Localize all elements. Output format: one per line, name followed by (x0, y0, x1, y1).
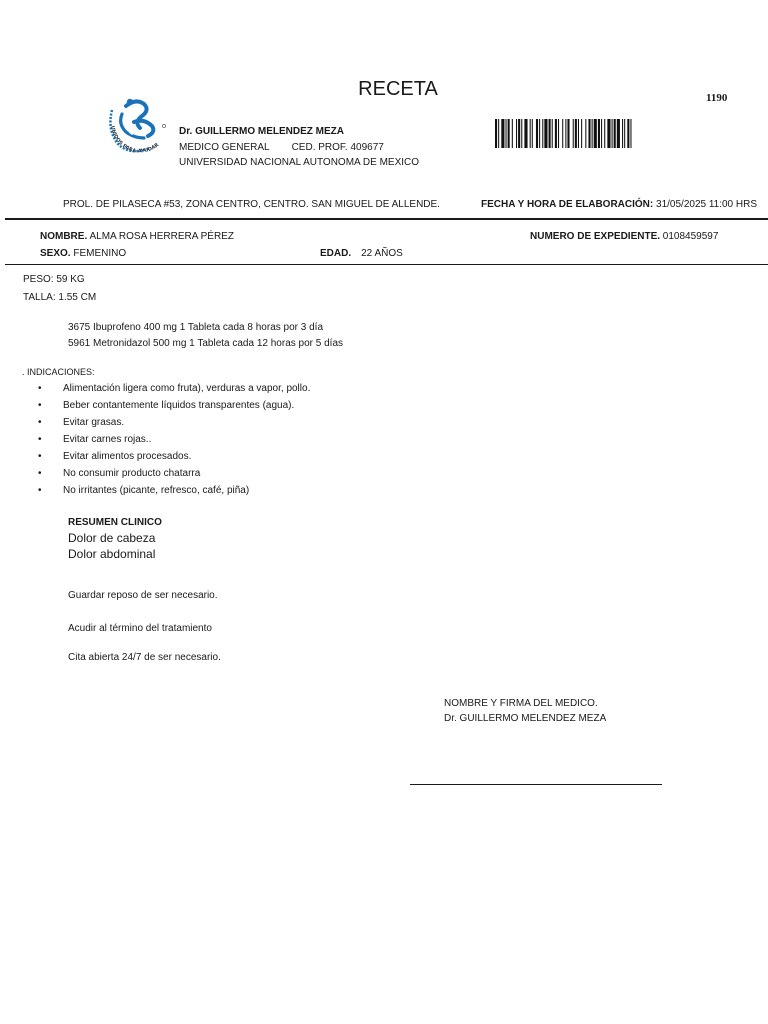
barcode-bar (549, 119, 551, 148)
barcode-bar (544, 119, 547, 148)
medication-item: 5961 Metronidazol 500 mg 1 Tableta cada 12 horas por 5 días (68, 338, 343, 349)
barcode-bar (495, 119, 497, 148)
clinical-summary-title: RESUMEN CLINICO (68, 517, 162, 528)
expediente-value: 0108459597 (660, 231, 719, 242)
logo-text: UNIDOS PARA AYUDAR (109, 125, 161, 155)
doctor-name: Dr. GUILLERMO MELENDEZ MEZA (179, 126, 344, 137)
patient-sex (40, 248, 126, 259)
barcode-bar (552, 119, 553, 148)
barcode-bar (506, 119, 507, 148)
bullet-icon: • (38, 451, 42, 462)
elaboration-date (481, 199, 757, 210)
barcode-bar (601, 119, 602, 148)
indication-text: Evitar alimentos procesados. (63, 451, 192, 462)
list-item (38, 383, 310, 400)
barcode-bar (532, 119, 533, 148)
list-item (38, 434, 310, 451)
barcode-bar (630, 119, 631, 148)
barcode-bar (627, 119, 629, 148)
signature-doctor-name: Dr. GUILLERMO MELENDEZ MEZA (444, 713, 607, 724)
barcode-bar (562, 119, 563, 148)
nombre-label: NOMBRE. (40, 231, 88, 242)
edad-value: 22 AÑOS (361, 248, 403, 259)
document-title: RECETA (358, 78, 438, 100)
doctor-specialty: MEDICO GENERAL (179, 142, 270, 153)
bullet-icon: • (38, 400, 42, 411)
clinic-address: PROL. DE PILASECA #53, ZONA CENTRO, CENTRO. SAN MIGUEL DE ALLENDE. (63, 199, 440, 210)
barcode-bar (508, 119, 510, 148)
barcode-bar (498, 119, 499, 148)
edad-label: EDAD. (320, 248, 352, 259)
bullet-icon: • (38, 417, 42, 428)
doctor-cedula: CED. PROF. 409677 (291, 142, 384, 153)
barcode-bar (594, 119, 597, 148)
indications-list (38, 383, 310, 502)
barcode-bar (614, 119, 616, 148)
indication-text: Beber contantemente líquidos transparentes (agua). (63, 400, 295, 411)
barcode-bar (565, 119, 566, 148)
indication-text: Evitar carnes rojas.. (63, 434, 152, 445)
barcode-bar (530, 119, 531, 148)
sexo-label: SEXO. (40, 248, 71, 259)
patient-weight: PESO: 59 KG (23, 274, 85, 285)
doctor-university: UNIVERSIDAD NACIONAL AUTONOMA DE MEXICO (179, 157, 420, 168)
barcode-bar (573, 119, 574, 148)
bullet-icon: • (38, 383, 42, 394)
barcode-bar (624, 119, 625, 148)
barcode-bar (578, 119, 579, 148)
barcode-bar (567, 119, 569, 148)
signature-line (410, 784, 662, 785)
list-item (38, 451, 310, 468)
folio-number: 1190 (706, 92, 728, 104)
barcode-bar (598, 119, 600, 148)
barcode-bar (592, 119, 593, 148)
barcode-bar (542, 119, 543, 148)
medication-item: 3675 Ibuprofeno 400 mg 1 Tableta cada 8 horas por 3 día (68, 322, 324, 333)
patient-record-number (530, 231, 718, 242)
barcode-bar (588, 119, 590, 148)
bullet-icon: • (38, 485, 42, 496)
barcode-bar (512, 119, 513, 148)
list-item (38, 485, 310, 502)
expediente-label: NUMERO DE EXPEDIENTE. (530, 231, 661, 242)
barcode-bar (617, 119, 620, 148)
instruction-note: Cita abierta 24/7 de ser necesario. (68, 652, 221, 663)
barcode-bar (585, 119, 586, 148)
indication-text: No consumir producto chatarra (63, 468, 201, 479)
barcode-bar (604, 119, 605, 148)
clinical-summary-line: Dolor de cabeza (68, 531, 156, 545)
fecha-label: FECHA Y HORA DE ELABORACIÓN: (481, 199, 654, 210)
header-divider (5, 218, 768, 220)
list-item (38, 468, 310, 485)
instruction-note: Acudir al término del tratamiento (68, 623, 212, 634)
barcode-bar (539, 119, 540, 148)
indication-text: No irritantes (picante, refresco, café, piña) (63, 485, 250, 496)
barcode-bar (612, 119, 613, 148)
barcode-bar (622, 119, 623, 148)
clinical-summary-line: Dolor abdominal (68, 547, 156, 561)
patient-age (320, 248, 403, 259)
indication-text: Alimentación ligera como fruta), verduras a vapor, pollo. (63, 383, 311, 394)
barcode-bar (575, 119, 577, 148)
indication-text: Evitar grasas. (63, 417, 125, 428)
indications-title: . INDICACIONES: (22, 367, 95, 377)
bullet-icon: • (38, 468, 42, 479)
nombre-value: ALMA ROSA HERRERA PÉREZ (87, 231, 234, 242)
fecha-value: 31/05/2025 11:00 HRS (653, 199, 758, 210)
patient-height: TALLA: 1.55 CM (23, 292, 97, 303)
barcode-bar (607, 119, 610, 148)
barcode-bar (558, 119, 559, 148)
doctor-credentials (179, 142, 384, 153)
barcode-bar (516, 119, 517, 148)
clinic-logo-icon (104, 96, 170, 158)
barcode-bar (501, 119, 504, 148)
barcode-bar (521, 119, 522, 148)
barcode-bar (555, 119, 557, 148)
barcode-bar (524, 119, 527, 148)
sexo-value: FEMENINO (70, 248, 127, 259)
barcode-bar (518, 119, 520, 148)
barcode-bar (581, 119, 582, 148)
list-item (38, 400, 310, 417)
signature-label: NOMBRE Y FIRMA DEL MEDICO. (444, 698, 598, 709)
barcode-icon (495, 119, 745, 148)
instruction-note: Guardar reposo de ser necesario. (68, 590, 218, 601)
patient-name (40, 231, 234, 242)
barcode-bar (536, 119, 538, 148)
patient-divider (5, 264, 768, 265)
bullet-icon: • (38, 434, 42, 445)
list-item (38, 417, 310, 434)
